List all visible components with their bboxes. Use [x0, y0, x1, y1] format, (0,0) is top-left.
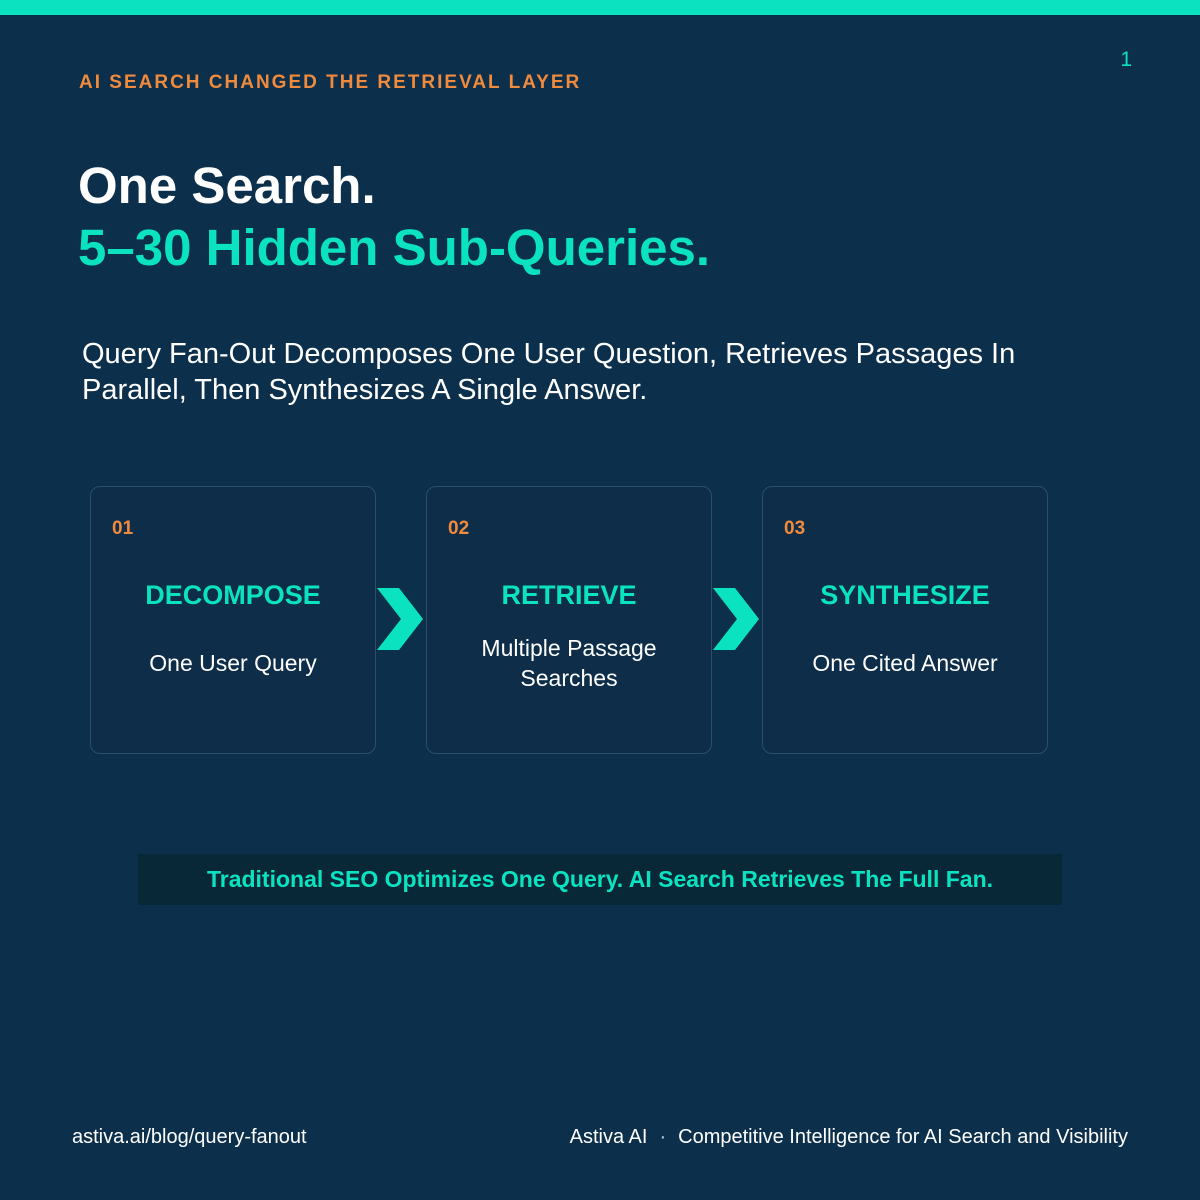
page-number: 1: [1120, 48, 1132, 71]
headline-line-1: One Search.: [78, 157, 376, 214]
step-description: One User Query: [149, 650, 317, 676]
step-card-retrieve: [426, 486, 712, 754]
subtitle: Query Fan-Out Decomposes One User Question, Retrieves Passages In Parallel, Then Synthesizes A Single Answer.: [82, 338, 1016, 406]
chevron-right-icon: [377, 588, 425, 650]
step-description: One Cited Answer: [812, 650, 998, 676]
footer-brand-tagline: [570, 1126, 1128, 1149]
brand-name: Astiva AI: [569, 1126, 648, 1148]
top-accent-bar: [0, 0, 1200, 15]
footer-separator: ·: [659, 1126, 667, 1148]
step-card-decompose: [90, 486, 376, 754]
brand-tagline: Competitive Intelligence for AI Search and Visibility: [678, 1126, 1128, 1148]
step-number: 01: [112, 518, 134, 539]
step-title: DECOMPOSE: [145, 580, 321, 610]
step-number: 03: [784, 518, 806, 539]
step-number: 02: [448, 518, 470, 539]
step-description: Multiple Passage Searches: [481, 635, 657, 691]
step-title: RETRIEVE: [501, 580, 637, 610]
footer-url-link[interactable]: astiva.ai/blog/query-fanout: [72, 1126, 307, 1148]
step-title: SYNTHESIZE: [820, 580, 990, 610]
callout-text: Traditional SEO Optimizes One Query. AI Search Retrieves The Full Fan.: [206, 866, 994, 892]
eyebrow-label: AI SEARCH CHANGED THE RETRIEVAL LAYER: [79, 72, 582, 93]
chevron-right-icon: [713, 588, 761, 650]
headline-line-2: 5–30 Hidden Sub-Queries.: [78, 219, 711, 276]
step-card-synthesize: [762, 486, 1048, 754]
callout-banner: [138, 854, 1062, 905]
